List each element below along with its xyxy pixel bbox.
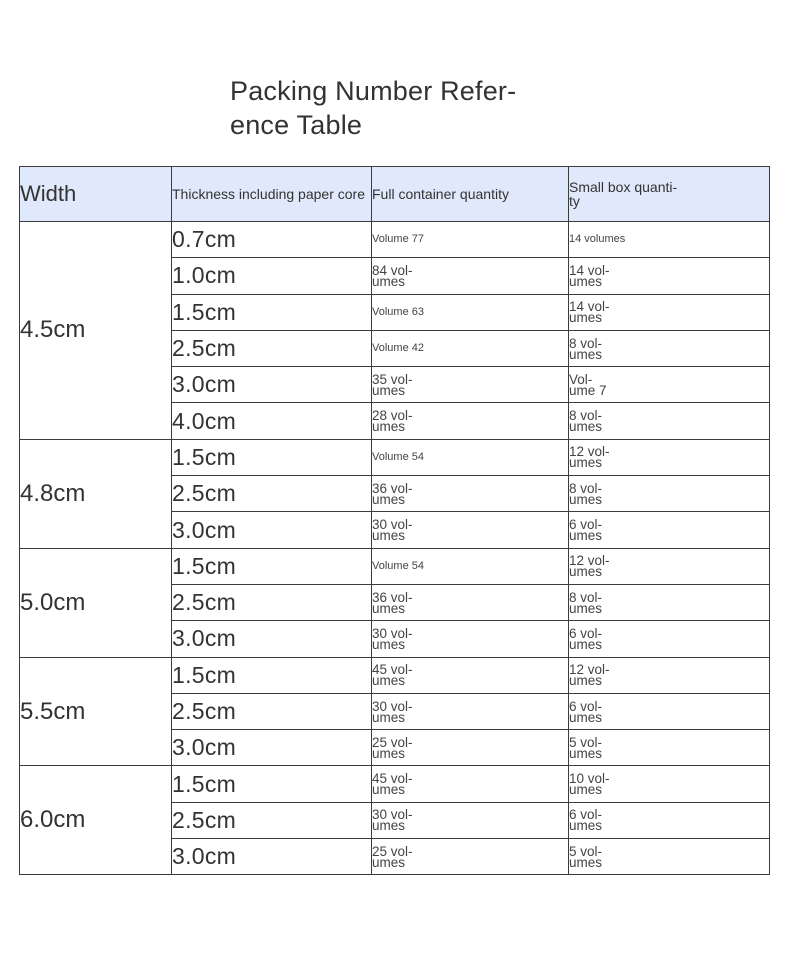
width-cell: 4.8cm bbox=[20, 439, 172, 548]
full-container-cell: Volume 77 bbox=[372, 222, 569, 258]
full-container-cell: 36 vol- umes bbox=[372, 584, 569, 620]
thickness-cell: 1.0cm bbox=[172, 258, 372, 294]
page-title: Packing Number Refer- ence Table bbox=[230, 76, 517, 140]
table-row bbox=[20, 222, 770, 258]
small-box-cell: 10 vol- umes bbox=[569, 766, 770, 802]
small-box-cell: 5 vol- umes bbox=[569, 730, 770, 766]
full-container-cell: 30 vol- umes bbox=[372, 512, 569, 548]
small-box-cell: 8 vol- umes bbox=[569, 476, 770, 512]
full-container-cell: 30 vol- umes bbox=[372, 621, 569, 657]
small-box-cell: 14 volumes bbox=[569, 222, 770, 258]
small-box-cell: 8 vol- umes bbox=[569, 584, 770, 620]
header-small-box: Small box quanti- ty bbox=[569, 167, 770, 222]
thickness-cell: 2.5cm bbox=[172, 802, 372, 838]
width-cell: 5.0cm bbox=[20, 548, 172, 657]
full-container-cell: Volume 63 bbox=[372, 294, 569, 330]
header-row bbox=[20, 167, 770, 222]
small-box-cell: 6 vol- umes bbox=[569, 512, 770, 548]
thickness-cell: 1.5cm bbox=[172, 657, 372, 693]
full-container-cell: 84 vol- umes bbox=[372, 258, 569, 294]
small-box-cell: 14 vol- umes bbox=[569, 258, 770, 294]
thickness-cell: 0.7cm bbox=[172, 222, 372, 258]
thickness-cell: 3.0cm bbox=[172, 839, 372, 875]
full-container-cell: 35 vol- umes bbox=[372, 367, 569, 403]
table-row bbox=[20, 439, 770, 475]
width-cell: 4.5cm bbox=[20, 222, 172, 440]
table-body bbox=[20, 222, 770, 875]
thickness-cell: 3.0cm bbox=[172, 367, 372, 403]
width-cell: 6.0cm bbox=[20, 766, 172, 875]
small-box-cell: 6 vol- umes bbox=[569, 802, 770, 838]
thickness-cell: 1.5cm bbox=[172, 548, 372, 584]
thickness-cell: 3.0cm bbox=[172, 512, 372, 548]
thickness-cell: 3.0cm bbox=[172, 621, 372, 657]
thickness-cell: 2.5cm bbox=[172, 476, 372, 512]
small-box-cell: 6 vol- umes bbox=[569, 693, 770, 729]
full-container-cell: 45 vol- umes bbox=[372, 766, 569, 802]
thickness-cell: 4.0cm bbox=[172, 403, 372, 439]
full-container-cell: 36 vol- umes bbox=[372, 476, 569, 512]
header-width: Width bbox=[20, 167, 172, 222]
full-container-cell: Volume 54 bbox=[372, 548, 569, 584]
full-container-cell: Volume 42 bbox=[372, 330, 569, 366]
small-box-cell: 5 vol- umes bbox=[569, 839, 770, 875]
small-box-cell: 14 vol- umes bbox=[569, 294, 770, 330]
thickness-cell: 1.5cm bbox=[172, 294, 372, 330]
full-container-cell: Volume 54 bbox=[372, 439, 569, 475]
full-container-cell: 25 vol- umes bbox=[372, 730, 569, 766]
header-thickness: Thickness including paper core bbox=[172, 167, 372, 222]
small-box-cell: Vol- ume 7 bbox=[569, 367, 770, 403]
small-box-cell: 8 vol- umes bbox=[569, 330, 770, 366]
table-row bbox=[20, 548, 770, 584]
width-cell: 5.5cm bbox=[20, 657, 172, 766]
thickness-cell: 2.5cm bbox=[172, 693, 372, 729]
small-box-cell: 12 vol- umes bbox=[569, 657, 770, 693]
thickness-cell: 3.0cm bbox=[172, 730, 372, 766]
header-full-container: Full container quantity bbox=[372, 167, 569, 222]
packing-table bbox=[19, 166, 770, 875]
small-box-cell: 6 vol- umes bbox=[569, 621, 770, 657]
thickness-cell: 2.5cm bbox=[172, 330, 372, 366]
table-row bbox=[20, 766, 770, 802]
table-row bbox=[20, 657, 770, 693]
small-box-cell: 12 vol- umes bbox=[569, 548, 770, 584]
full-container-cell: 25 vol- umes bbox=[372, 839, 569, 875]
full-container-cell: 30 vol- umes bbox=[372, 802, 569, 838]
full-container-cell: 30 vol- umes bbox=[372, 693, 569, 729]
full-container-cell: 28 vol- umes bbox=[372, 403, 569, 439]
full-container-cell: 45 vol- umes bbox=[372, 657, 569, 693]
thickness-cell: 2.5cm bbox=[172, 584, 372, 620]
thickness-cell: 1.5cm bbox=[172, 439, 372, 475]
small-box-cell: 12 vol- umes bbox=[569, 439, 770, 475]
thickness-cell: 1.5cm bbox=[172, 766, 372, 802]
small-box-cell: 8 vol- umes bbox=[569, 403, 770, 439]
